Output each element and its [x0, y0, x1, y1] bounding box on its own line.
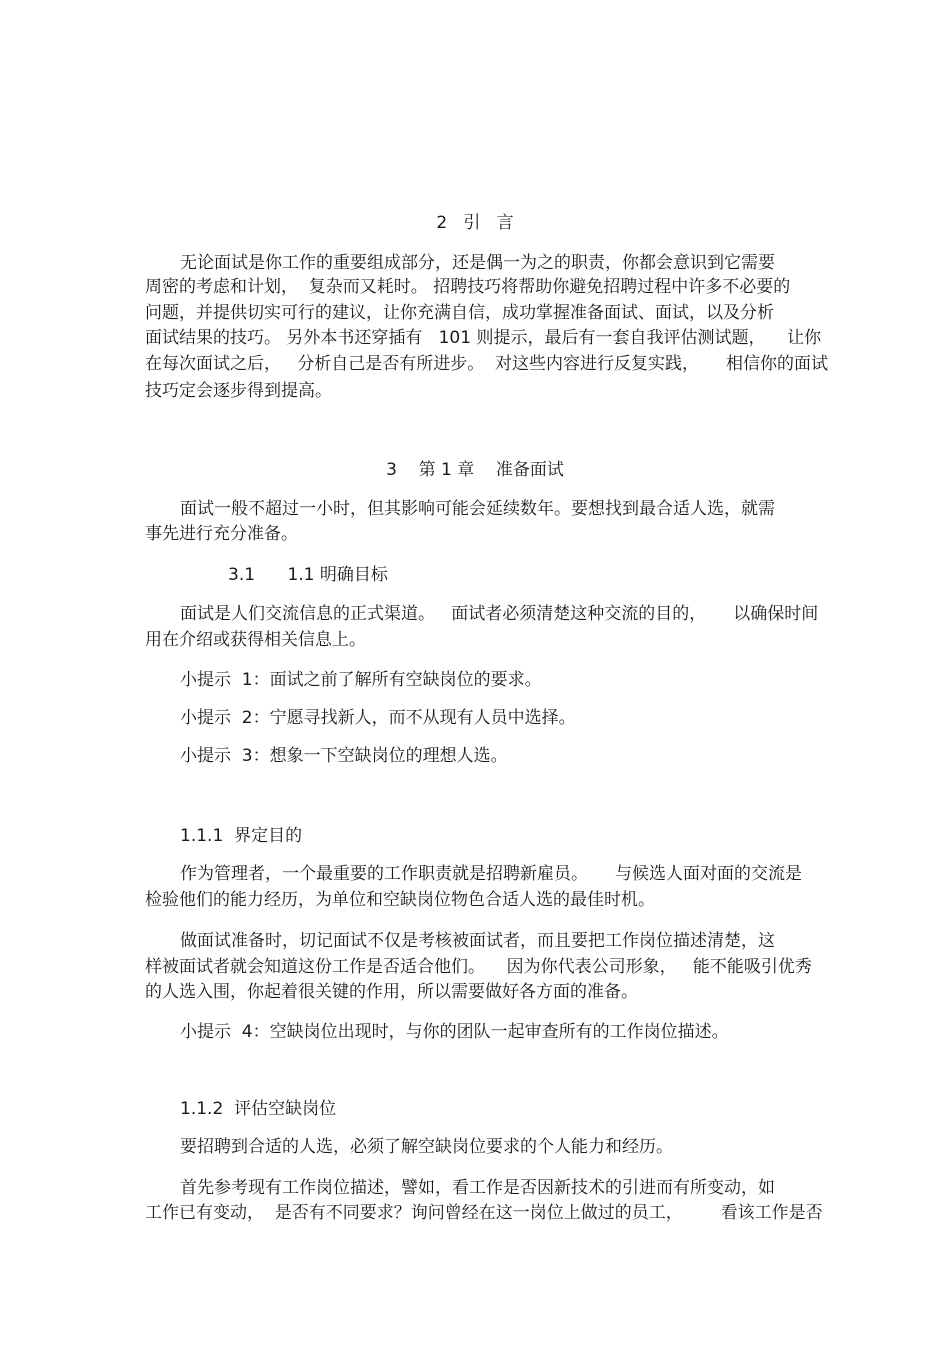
- chapter-intro-line: 面试一般不超过一小时，但其影响可能会延续数年。要想找到最合适人选，就需: [180, 499, 775, 519]
- intro-line: 无论面试是你工作的重要组成部分，还是偶一为之的职责，你都会意识到它需要: [180, 253, 775, 273]
- subsection-heading: 1.1.1 界定目的: [180, 826, 303, 846]
- intro-line: 技巧定会逐步得到提高。: [145, 381, 332, 401]
- tip-line: 小提示 1：面试之前了解所有空缺岗位的要求。: [180, 670, 542, 690]
- chapter-intro-line: 事先进行充分准备。: [145, 524, 298, 544]
- paragraph-line: 做面试准备时，切记面试不仅是考核被面试者，而且要把工作岗位描述清楚，这: [180, 931, 775, 951]
- tip-line: 小提示 3：想象一下空缺岗位的理想人选。: [180, 746, 508, 766]
- paragraph-line: 面试是人们交流信息的正式渠道。 面试者必须清楚这种交流的目的， 以确保时间: [180, 604, 819, 624]
- tip-line: 小提示 2：宁愿寻找新人，而不从现有人员中选择。: [180, 708, 576, 728]
- intro-line: 面试结果的技巧。 另外本书还穿插有 101 则提示，最后有一套自我评估测试题， 让你: [145, 328, 822, 348]
- paragraph-line: 作为管理者，一个最重要的工作职责就是招聘新雇员。 与候选人面对面的交流是: [180, 864, 803, 884]
- paragraph-line: 检验他们的能力经历，为单位和空缺岗位物色合适人选的最佳时机。: [145, 890, 655, 910]
- paragraph-line: 要招聘到合适的人选，必须了解空缺岗位要求的个人能力和经历。: [180, 1137, 673, 1157]
- subsection-heading: 1.1.2 评估空缺岗位: [180, 1099, 337, 1119]
- intro-heading: 2 引 言: [436, 213, 514, 233]
- paragraph-line: 样被面试者就会知道这份工作是否适合他们。 因为你代表公司形象， 能不能吸引优秀: [145, 957, 812, 977]
- section-heading: 3.1 1.1 明确目标: [228, 565, 388, 585]
- intro-line: 问题，并提供切实可行的建议，让你充满自信，成功掌握准备面试、面试，以及分析: [145, 303, 774, 323]
- paragraph-line: 首先参考现有工作岗位描述，譬如，看工作是否因新技术的引进而有所变动，如: [180, 1178, 775, 1198]
- tip-line: 小提示 4：空缺岗位出现时，与你的团队一起审查所有的工作岗位描述。: [180, 1022, 729, 1042]
- paragraph-line: 的人选入围，你起着很关键的作用，所以需要做好各方面的准备。: [145, 982, 638, 1002]
- intro-line: 周密的考虑和计划， 复杂而又耗时。 招聘技巧将帮助你避免招聘过程中许多不必要的: [145, 277, 791, 297]
- paragraph-line: 用在介绍或获得相关信息上。: [145, 630, 366, 650]
- chapter-heading: 3 第 1 章 准备面试: [386, 460, 564, 480]
- intro-line: 在每次面试之后， 分析自己是否有所进步。 对这些内容进行反复实践， 相信你的面试: [145, 354, 829, 374]
- paragraph-line: 工作已有变动， 是否有不同要求？询问曾经在这一岗位上做过的员工， 看该工作是否: [145, 1203, 823, 1223]
